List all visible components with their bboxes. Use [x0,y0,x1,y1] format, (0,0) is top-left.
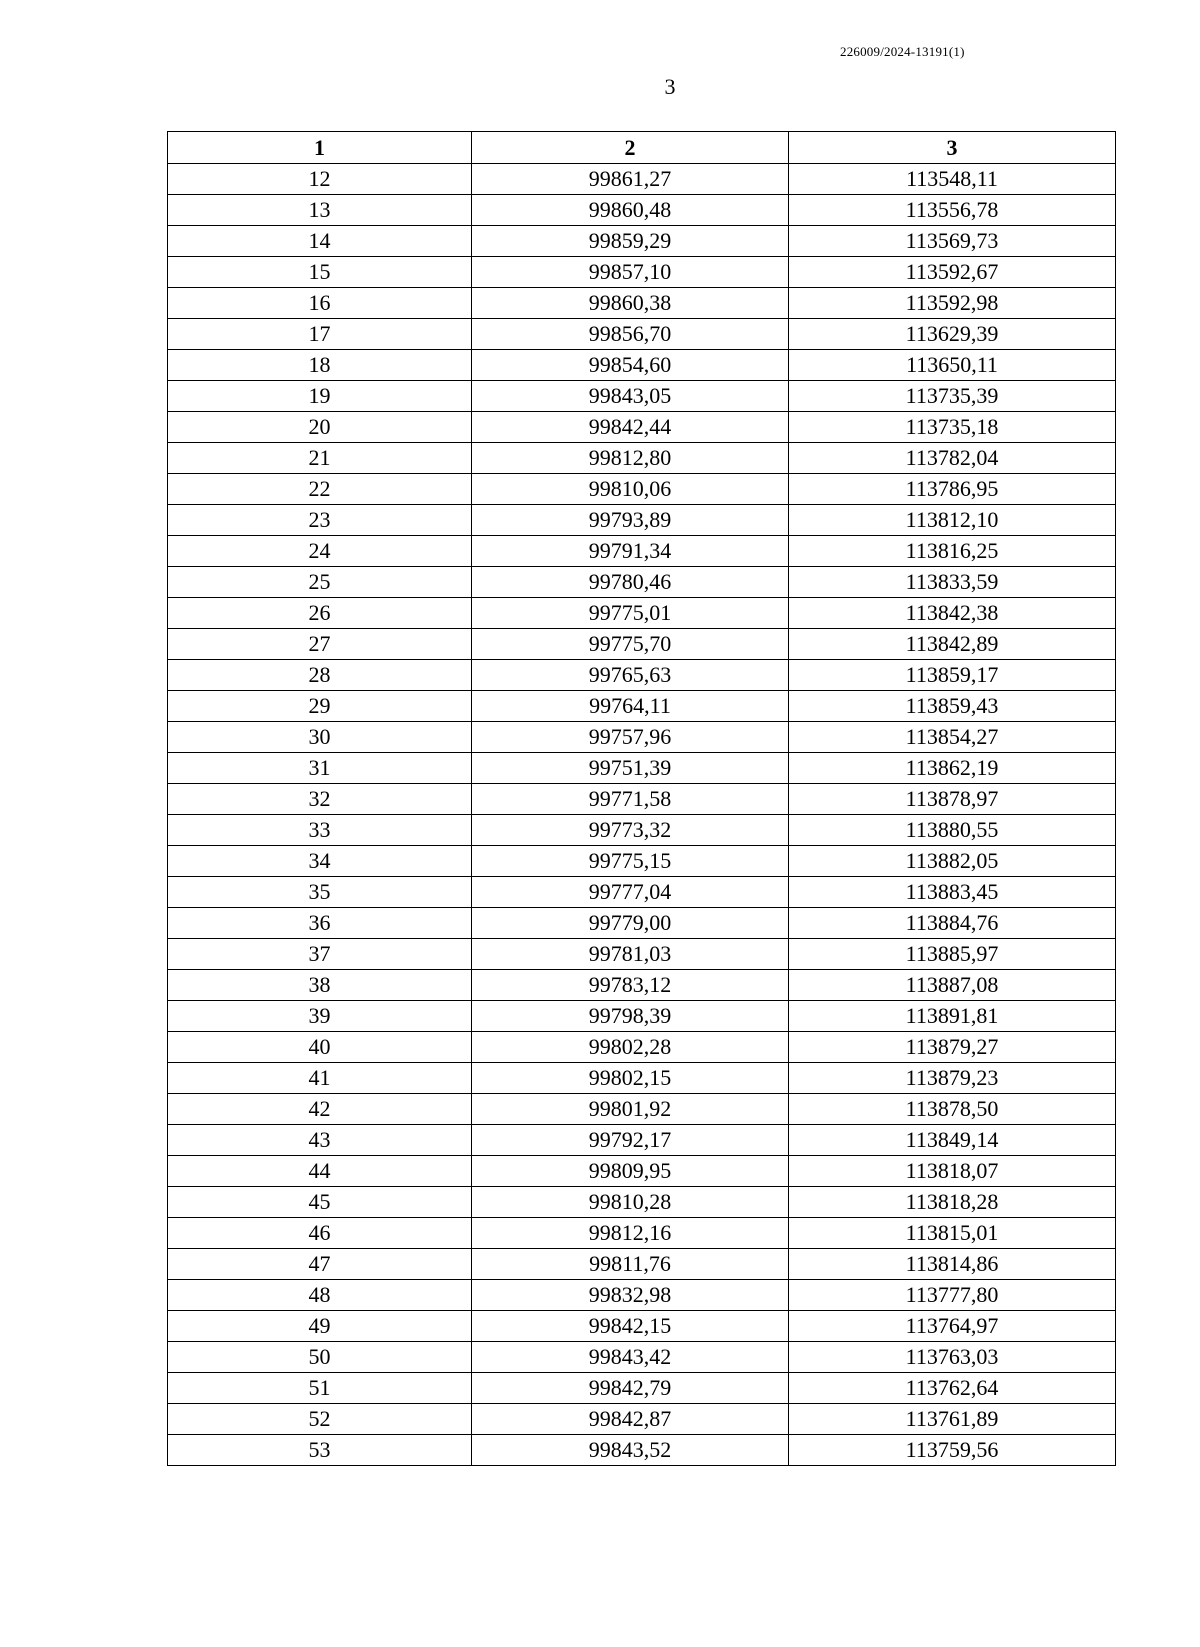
header-row [168,132,1116,164]
cell-point-number: 20 [168,412,472,443]
cell-coordinate-x: 99859,29 [472,226,789,257]
cell-point-number: 22 [168,474,472,505]
table-row [168,877,1116,908]
cell-coordinate-x: 99843,52 [472,1435,789,1466]
table-row [168,1249,1116,1280]
cell-coordinate-y: 113735,39 [789,381,1116,412]
cell-coordinate-y: 113592,98 [789,288,1116,319]
cell-point-number: 48 [168,1280,472,1311]
cell-coordinate-y: 113556,78 [789,195,1116,226]
cell-point-number: 49 [168,1311,472,1342]
cell-coordinate-x: 99860,38 [472,288,789,319]
cell-point-number: 47 [168,1249,472,1280]
table-row [168,1435,1116,1466]
cell-coordinate-x: 99842,87 [472,1404,789,1435]
cell-coordinate-y: 113883,45 [789,877,1116,908]
cell-coordinate-x: 99811,76 [472,1249,789,1280]
cell-coordinate-y: 113759,56 [789,1435,1116,1466]
cell-point-number: 16 [168,288,472,319]
cell-coordinate-y: 113878,50 [789,1094,1116,1125]
cell-coordinate-y: 113569,73 [789,226,1116,257]
cell-coordinate-x: 99793,89 [472,505,789,536]
cell-coordinate-x: 99773,32 [472,815,789,846]
cell-coordinate-y: 113763,03 [789,1342,1116,1373]
cell-coordinate-y: 113815,01 [789,1218,1116,1249]
cell-point-number: 37 [168,939,472,970]
table-row [168,257,1116,288]
cell-coordinate-x: 99802,15 [472,1063,789,1094]
table-row [168,1032,1116,1063]
cell-coordinate-x: 99861,27 [472,164,789,195]
cell-coordinate-x: 99812,80 [472,443,789,474]
cell-coordinate-x: 99775,15 [472,846,789,877]
cell-coordinate-x: 99843,42 [472,1342,789,1373]
table-row [168,970,1116,1001]
table-row [168,195,1116,226]
cell-coordinate-x: 99771,58 [472,784,789,815]
cell-coordinate-y: 113833,59 [789,567,1116,598]
cell-coordinate-y: 113735,18 [789,412,1116,443]
table-row [168,1404,1116,1435]
cell-coordinate-x: 99843,05 [472,381,789,412]
cell-point-number: 29 [168,691,472,722]
cell-coordinate-y: 113859,43 [789,691,1116,722]
cell-coordinate-x: 99798,39 [472,1001,789,1032]
cell-coordinate-y: 113812,10 [789,505,1116,536]
cell-point-number: 23 [168,505,472,536]
cell-coordinate-x: 99765,63 [472,660,789,691]
table-header [168,132,1116,164]
cell-coordinate-x: 99856,70 [472,319,789,350]
column-header-3: 3 [789,132,1116,164]
table-row [168,598,1116,629]
table-row [168,536,1116,567]
table-row [168,226,1116,257]
table-row [168,350,1116,381]
cell-point-number: 45 [168,1187,472,1218]
cell-coordinate-y: 113878,97 [789,784,1116,815]
cell-point-number: 24 [168,536,472,567]
table-row [168,1280,1116,1311]
cell-coordinate-y: 113782,04 [789,443,1116,474]
cell-coordinate-y: 113859,17 [789,660,1116,691]
document-reference: 226009/2024-13191(1) [840,44,965,59]
cell-coordinate-y: 113786,95 [789,474,1116,505]
cell-coordinate-x: 99781,03 [472,939,789,970]
cell-point-number: 30 [168,722,472,753]
cell-point-number: 18 [168,350,472,381]
cell-coordinate-x: 99777,04 [472,877,789,908]
cell-coordinate-y: 113761,89 [789,1404,1116,1435]
cell-coordinate-x: 99842,79 [472,1373,789,1404]
cell-coordinate-y: 113879,27 [789,1032,1116,1063]
cell-coordinate-y: 113764,97 [789,1311,1116,1342]
table-row [168,1218,1116,1249]
cell-coordinate-y: 113629,39 [789,319,1116,350]
cell-point-number: 32 [168,784,472,815]
table-row [168,691,1116,722]
cell-coordinate-x: 99802,28 [472,1032,789,1063]
cell-coordinate-y: 113879,23 [789,1063,1116,1094]
table-row [168,288,1116,319]
table-row [168,1094,1116,1125]
table-row [168,1001,1116,1032]
cell-coordinate-y: 113592,67 [789,257,1116,288]
cell-coordinate-x: 99860,48 [472,195,789,226]
cell-point-number: 52 [168,1404,472,1435]
cell-point-number: 26 [168,598,472,629]
cell-point-number: 13 [168,195,472,226]
cell-point-number: 46 [168,1218,472,1249]
cell-coordinate-x: 99809,95 [472,1156,789,1187]
table-row [168,753,1116,784]
cell-coordinate-y: 113882,05 [789,846,1116,877]
cell-coordinate-x: 99791,34 [472,536,789,567]
table-row [168,1156,1116,1187]
table-row [168,1342,1116,1373]
cell-point-number: 31 [168,753,472,784]
cell-coordinate-x: 99775,70 [472,629,789,660]
cell-coordinate-y: 113548,11 [789,164,1116,195]
table-row [168,567,1116,598]
table-row [168,164,1116,195]
cell-coordinate-y: 113818,07 [789,1156,1116,1187]
table-row [168,939,1116,970]
cell-coordinate-x: 99779,00 [472,908,789,939]
cell-point-number: 27 [168,629,472,660]
cell-point-number: 44 [168,1156,472,1187]
table-row [168,908,1116,939]
table-row [168,319,1116,350]
cell-point-number: 33 [168,815,472,846]
cell-coordinate-y: 113862,19 [789,753,1116,784]
cell-coordinate-y: 113762,64 [789,1373,1116,1404]
cell-coordinate-x: 99764,11 [472,691,789,722]
cell-point-number: 25 [168,567,472,598]
cell-point-number: 36 [168,908,472,939]
column-header-1: 1 [168,132,472,164]
cell-point-number: 43 [168,1125,472,1156]
cell-coordinate-y: 113854,27 [789,722,1116,753]
cell-point-number: 53 [168,1435,472,1466]
cell-coordinate-x: 99810,28 [472,1187,789,1218]
cell-coordinate-x: 99775,01 [472,598,789,629]
cell-point-number: 14 [168,226,472,257]
cell-coordinate-x: 99842,44 [472,412,789,443]
table-row [168,505,1116,536]
cell-point-number: 38 [168,970,472,1001]
column-header-2: 2 [472,132,789,164]
table-row [168,474,1116,505]
cell-coordinate-x: 99842,15 [472,1311,789,1342]
cell-coordinate-y: 113849,14 [789,1125,1116,1156]
cell-coordinate-x: 99810,06 [472,474,789,505]
table-row [168,412,1116,443]
cell-coordinate-y: 113880,55 [789,815,1116,846]
cell-point-number: 51 [168,1373,472,1404]
cell-coordinate-x: 99857,10 [472,257,789,288]
table-row [168,1063,1116,1094]
cell-coordinate-y: 113650,11 [789,350,1116,381]
cell-point-number: 21 [168,443,472,474]
cell-point-number: 41 [168,1063,472,1094]
cell-coordinate-y: 113884,76 [789,908,1116,939]
table-body [168,164,1116,1466]
cell-coordinate-y: 113891,81 [789,1001,1116,1032]
table-row [168,1311,1116,1342]
table-row [168,660,1116,691]
cell-coordinate-y: 113816,25 [789,536,1116,567]
cell-coordinate-y: 113887,08 [789,970,1116,1001]
cell-coordinate-x: 99792,17 [472,1125,789,1156]
cell-point-number: 50 [168,1342,472,1373]
page-number: 3 [664,74,676,99]
cell-coordinate-y: 113818,28 [789,1187,1116,1218]
cell-coordinate-x: 99812,16 [472,1218,789,1249]
cell-coordinate-x: 99780,46 [472,567,789,598]
cell-coordinate-y: 113885,97 [789,939,1116,970]
cell-point-number: 40 [168,1032,472,1063]
cell-coordinate-y: 113842,38 [789,598,1116,629]
cell-point-number: 15 [168,257,472,288]
cell-coordinate-x: 99854,60 [472,350,789,381]
cell-coordinate-x: 99783,12 [472,970,789,1001]
table-row [168,1373,1116,1404]
table-row [168,629,1116,660]
cell-point-number: 17 [168,319,472,350]
table-row [168,1125,1116,1156]
cell-point-number: 42 [168,1094,472,1125]
cell-coordinate-y: 113842,89 [789,629,1116,660]
table-row [168,381,1116,412]
cell-point-number: 12 [168,164,472,195]
cell-coordinate-x: 99801,92 [472,1094,789,1125]
table-row [168,722,1116,753]
table-row [168,815,1116,846]
table-row [168,784,1116,815]
coordinates-table [167,131,1116,1466]
cell-point-number: 28 [168,660,472,691]
cell-point-number: 19 [168,381,472,412]
cell-coordinate-x: 99757,96 [472,722,789,753]
cell-point-number: 39 [168,1001,472,1032]
cell-coordinate-x: 99751,39 [472,753,789,784]
cell-coordinate-x: 99832,98 [472,1280,789,1311]
cell-coordinate-y: 113814,86 [789,1249,1116,1280]
table-row [168,443,1116,474]
cell-coordinate-y: 113777,80 [789,1280,1116,1311]
cell-point-number: 35 [168,877,472,908]
table-row [168,1187,1116,1218]
cell-point-number: 34 [168,846,472,877]
table-row [168,846,1116,877]
